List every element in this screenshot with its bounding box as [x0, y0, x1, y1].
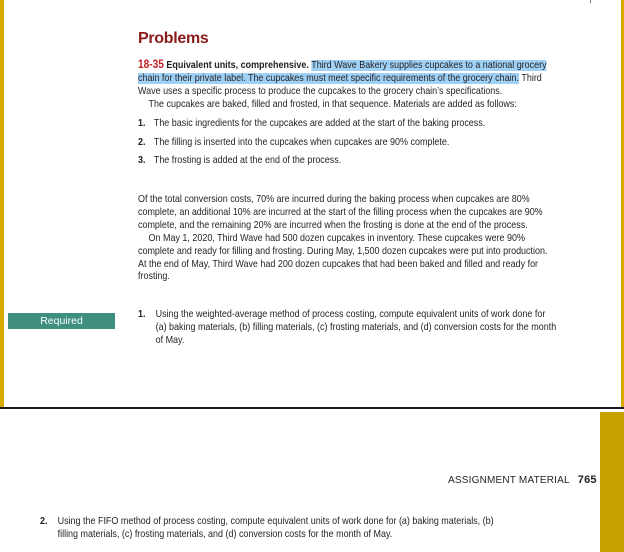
problem-title: Equivalent units, comprehensive.: [166, 60, 309, 71]
list-item: 2. Using the FIFO method of process costing, compute equivalent units of work done for (a) baking materials, (b) filling materials, (c) frosting materials, and (d) conversion costs for the month of May.: [40, 516, 494, 540]
left-accent-stripe: [0, 0, 4, 407]
page-divider: [0, 407, 624, 409]
requirement-1: [138, 309, 558, 348]
list-item: 2. The filling is inserted into the cupcakes when cupcakes are 90% complete.: [138, 136, 450, 148]
highlighted-text[interactable]: Third Wave Bakery supplies cupcakes to a national grocery chain for their private label. The cupcakes must meet specific requirements of the grocery chain.: [138, 60, 547, 84]
conversion-paragraph: Of the total conversion costs, 70% are incurred during the baking process when cupcakes are 80% complete, an additional 10% are incurred at the start of the filling process when the cupcakes are 90% complete, and the remaining 20% are incurred when the frosting is done at the end of the process.: [138, 194, 543, 231]
running-head: [448, 474, 597, 486]
section-title: Problems: [138, 30, 209, 47]
list-item: 1. Using the weighted-average method of process costing, compute equivalent units of work done for (a) baking materials, (b) filling materials, (c) frosting materials, and (d) conversion costs for the month of May.: [138, 309, 557, 346]
intro-text: Third Wave uses a specific process to produce the cupcakes to the grocery chain’s specifications.: [138, 72, 542, 97]
problem-intro: [138, 59, 558, 168]
intro-second-line: The cupcakes are baked, filled and frosted, in that sequence. Materials are added as follows:: [148, 98, 517, 110]
list-item: 3. The frosting is added at the end of the process.: [138, 155, 342, 167]
running-head-text: ASSIGNMENT MATERIAL: [448, 475, 570, 486]
requirement-2: [40, 516, 498, 542]
inventory-paragraph: On May 1, 2020, Third Wave had 500 dozen cupcakes in inventory. These cupcakes were 90% complete and ready for filling and frosting. During May, 1,500 dozen cupcakes were put into production. At the end of May, Third Wave had 200 dozen cupcakes that had been baked and filled and ready for frosting.: [138, 232, 548, 283]
page-number: 765: [577, 474, 597, 486]
conversion-cost-text: [138, 194, 558, 284]
required-badge: Required: [8, 313, 115, 329]
list-item: 1. The basic ingredients for the cupcakes are added at the start of the baking process.: [138, 117, 486, 129]
problem-number: 18-35: [138, 59, 164, 71]
page-edge-block: [600, 412, 624, 552]
process-steps-list: [138, 118, 558, 169]
top-tick-mark: [590, 0, 591, 3]
